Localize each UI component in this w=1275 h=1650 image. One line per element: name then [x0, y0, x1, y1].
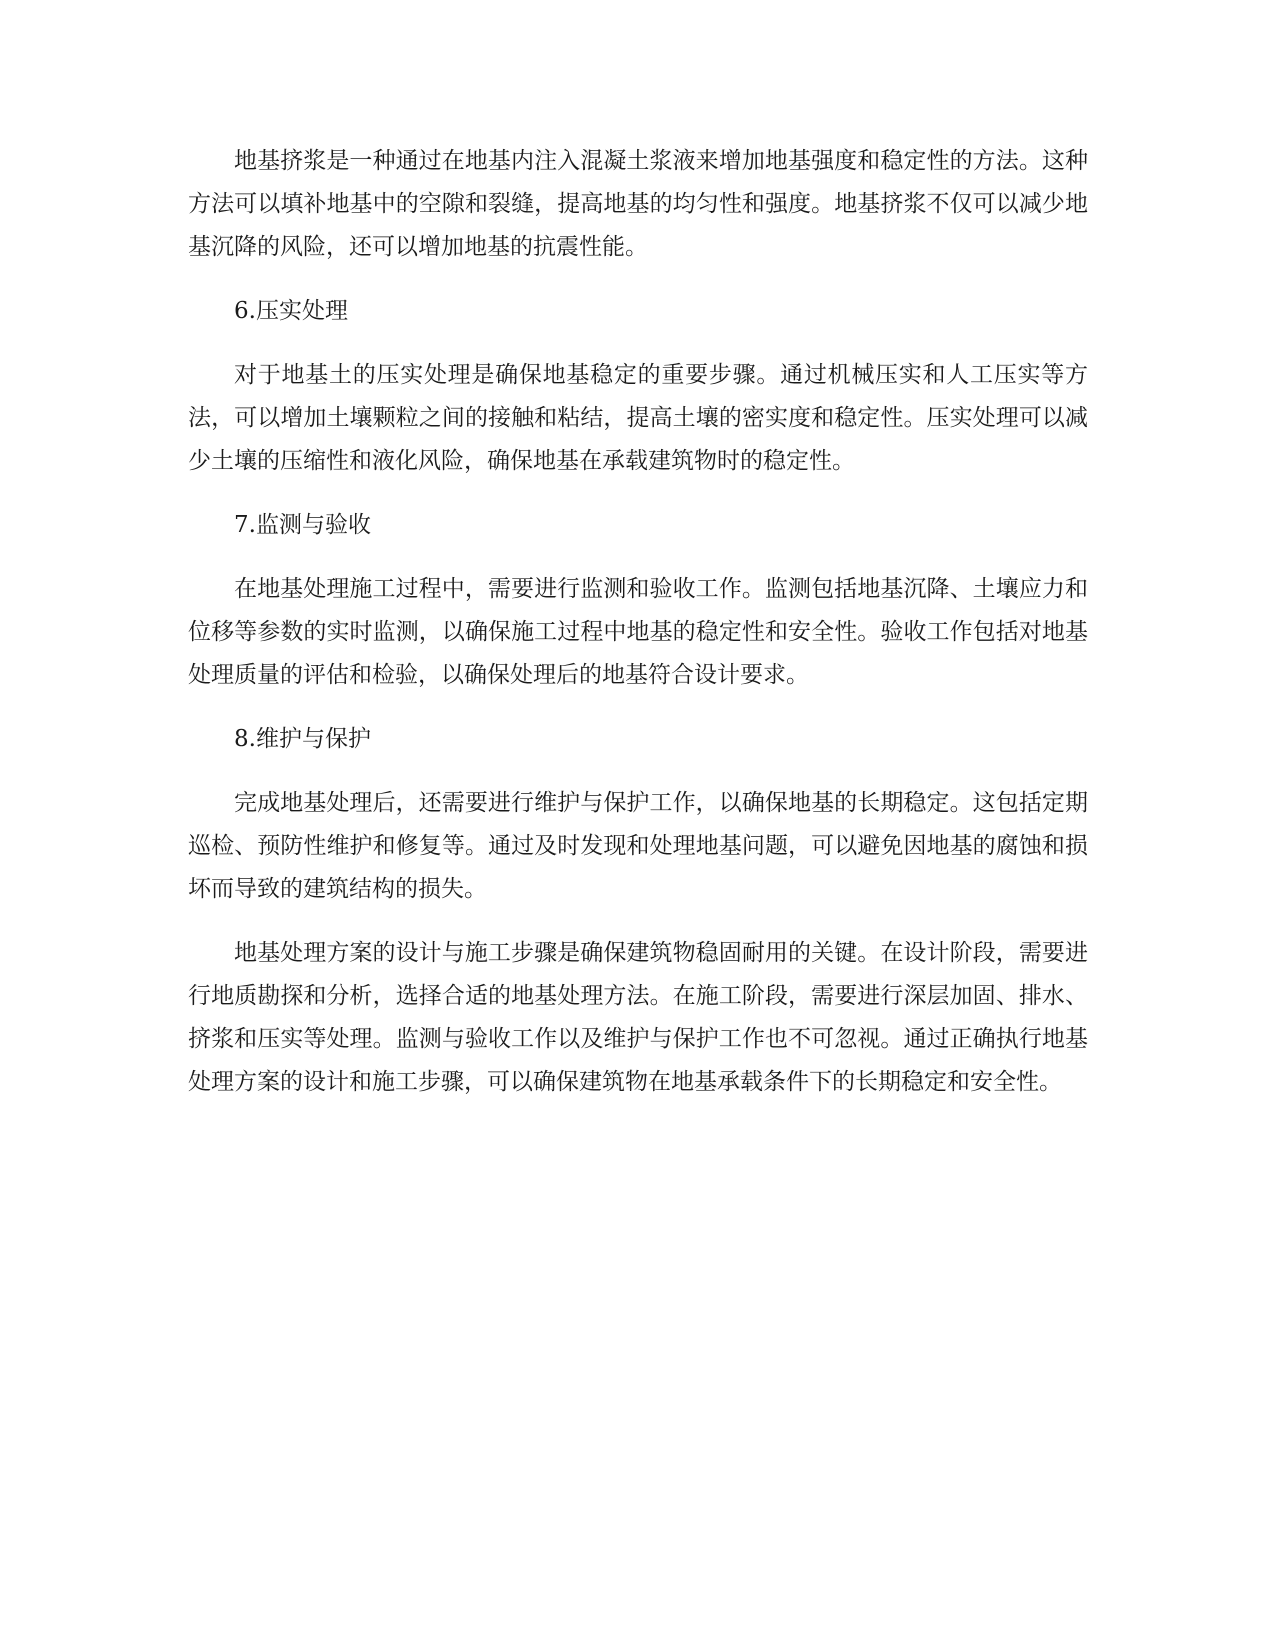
paragraph-conclusion: 地基处理方案的设计与施工步骤是确保建筑物稳固耐用的关键。在设计阶段，需要进行地质勘探和分析，选择合适的地基处理方法。在施工阶段，需要进行深层加固、排水、挤浆和压实等处理。监测与验收工作以及维护与保护工作也不可忽视。通过正确执行地基处理方案的设计和施工步骤，可以确保建筑物在地基承载条件下的长期稳定和安全性。: [188, 940, 1088, 1095]
heading-maintenance: 8.维护与保护: [234, 726, 371, 752]
document-body: [188, 140, 1088, 1125]
paragraph-maintenance: 完成地基处理后，还需要进行维护与保护工作，以确保地基的长期稳定。这包括定期巡检、预防性维护和修复等。通过及时发现和处理地基问题，可以避免因地基的腐蚀和损坏而导致的建筑结构的损失。: [188, 790, 1088, 902]
paragraph-grouting: 地基挤浆是一种通过在地基内注入混凝土浆液来增加地基强度和稳定性的方法。这种方法可以填补地基中的空隙和裂缝，提高地基的均匀性和强度。地基挤浆不仅可以减少地基沉降的风险，还可以增加地基的抗震性能。: [188, 148, 1088, 260]
heading-compaction: 6.压实处理: [234, 298, 348, 324]
paragraph-compaction: 对于地基土的压实处理是确保地基稳定的重要步骤。通过机械压实和人工压实等方法，可以增加土壤颗粒之间的接触和粘结，提高土壤的密实度和稳定性。压实处理可以减少土壤的压缩性和液化风险，确保地基在承载建筑物时的稳定性。: [188, 362, 1088, 474]
paragraph-monitoring: 在地基处理施工过程中，需要进行监测和验收工作。监测包括地基沉降、土壤应力和位移等参数的实时监测，以确保施工过程中地基的稳定性和安全性。验收工作包括对地基处理质量的评估和检验，以确保处理后的地基符合设计要求。: [188, 576, 1088, 688]
heading-monitoring: 7.监测与验收: [234, 512, 371, 538]
